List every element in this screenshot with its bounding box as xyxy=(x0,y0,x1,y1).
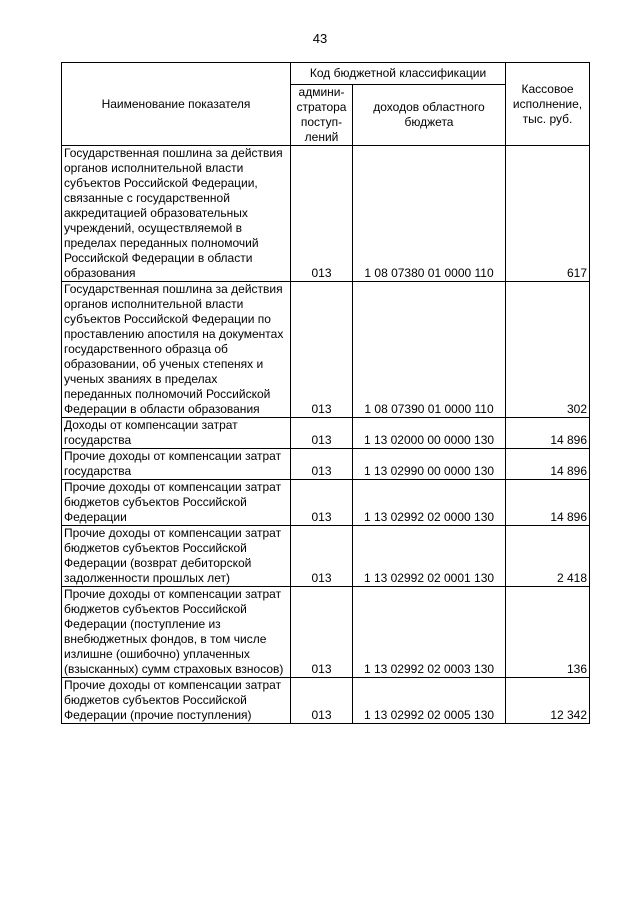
admin-code-cell: 013 xyxy=(291,282,353,418)
cash-execution-header: Кассовое исполнение, тыс. руб. xyxy=(506,63,590,146)
revenue-code-header: доходов областного бюджета xyxy=(353,85,506,146)
revenue-code-cell: 1 13 02992 02 0001 130 xyxy=(353,526,506,587)
table-row xyxy=(62,418,590,449)
budget-table xyxy=(61,62,590,724)
cash-execution-cell: 302 xyxy=(506,282,590,418)
cash-execution-cell: 12 342 xyxy=(506,678,590,724)
table-body xyxy=(62,146,590,724)
page-number: 43 xyxy=(312,31,328,46)
table-row xyxy=(62,480,590,526)
revenue-code-cell: 1 13 02992 02 0000 130 xyxy=(353,480,506,526)
indicator-name-cell: Доходы от компенсации затрат государства xyxy=(62,418,291,449)
admin-code-cell: 013 xyxy=(291,587,353,678)
table-row xyxy=(62,146,590,282)
table-row xyxy=(62,678,590,724)
table-header xyxy=(62,63,590,146)
cash-execution-cell: 2 418 xyxy=(506,526,590,587)
indicator-name-header: Наименование показателя xyxy=(62,63,291,146)
revenue-code-cell: 1 08 07390 01 0000 110 xyxy=(353,282,506,418)
indicator-name-cell: Прочие доходы от компенсации затрат бюджетов субъектов Российской Федерации (поступление из внебюджетных фондов, в том числе излишне (ошибочно) уплаченных (взысканных) сумм страховых взносов) xyxy=(62,587,291,678)
table-row xyxy=(62,282,590,418)
cash-execution-cell: 14 896 xyxy=(506,418,590,449)
revenue-code-cell: 1 13 02990 00 0000 130 xyxy=(353,449,506,480)
admin-code-cell: 013 xyxy=(291,418,353,449)
classification-code-header: Код бюджетной классификации xyxy=(291,63,506,85)
admin-code-cell: 013 xyxy=(291,480,353,526)
admin-code-cell: 013 xyxy=(291,526,353,587)
revenue-code-cell: 1 13 02000 00 0000 130 xyxy=(353,418,506,449)
admin-code-cell: 013 xyxy=(291,146,353,282)
revenue-code-cell: 1 13 02992 02 0003 130 xyxy=(353,587,506,678)
cash-execution-cell: 617 xyxy=(506,146,590,282)
indicator-name-cell: Прочие доходы от компенсации затрат бюджетов субъектов Российской Федерации xyxy=(62,480,291,526)
cash-execution-cell: 14 896 xyxy=(506,449,590,480)
indicator-name-cell: Прочие доходы от компенсации затрат государства xyxy=(62,449,291,480)
indicator-name-cell: Прочие доходы от компенсации затрат бюджетов субъектов Российской Федерации (прочие поступления) xyxy=(62,678,291,724)
revenue-code-cell: 1 08 07380 01 0000 110 xyxy=(353,146,506,282)
admin-code-cell: 013 xyxy=(291,449,353,480)
indicator-name-cell: Государственная пошлина за действия органов исполнительной власти субъектов Российской Федерации, связанные с государственной аккредитацией образовательных учреждений, осуществляемой в пределах переданных полномочий Российской Федерации в области образования xyxy=(62,146,291,282)
cash-execution-cell: 14 896 xyxy=(506,480,590,526)
admin-code-header: админи-стратора поступ-лений xyxy=(291,85,353,146)
indicator-name-cell: Государственная пошлина за действия органов исполнительной власти субъектов Российской Федерации по проставлению апостиля на документах государственного образца об образовании, об ученых степенях и ученых званиях в пределах переданных полномочий Российской Федерации в области образования xyxy=(62,282,291,418)
indicator-name-cell: Прочие доходы от компенсации затрат бюджетов субъектов Российской Федерации (возврат дебиторской задолженности прошлых лет) xyxy=(62,526,291,587)
table-row xyxy=(62,587,590,678)
admin-code-cell: 013 xyxy=(291,678,353,724)
cash-execution-cell: 136 xyxy=(506,587,590,678)
table-row xyxy=(62,526,590,587)
revenue-code-cell: 1 13 02992 02 0005 130 xyxy=(353,678,506,724)
table-row xyxy=(62,449,590,480)
